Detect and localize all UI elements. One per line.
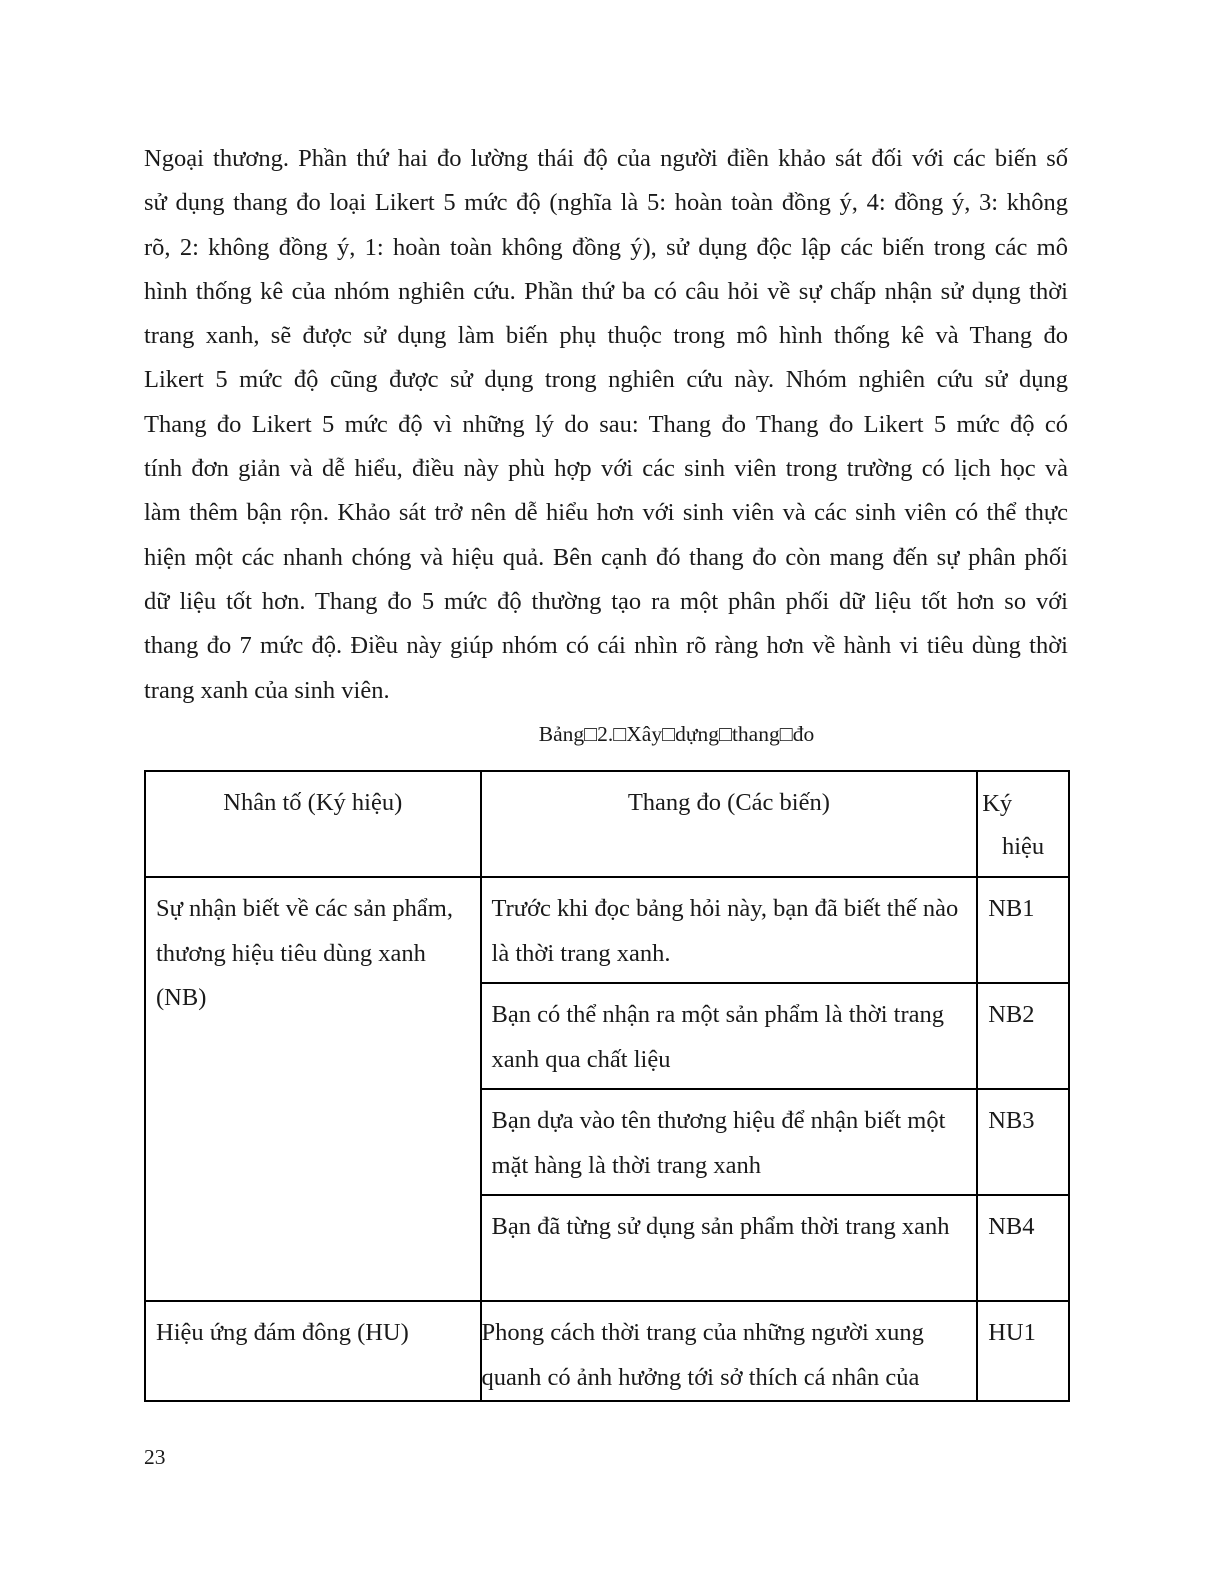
scale-item-text: Trước khi đọc bảng hỏi này, bạn đã biết thế nào là thời trang xanh.	[491, 895, 959, 967]
table-row	[145, 1301, 1069, 1401]
paragraph-line: trang xanh, sẽ được sử dụng làm biến phụ thuộc trong mô hình thống kê và Thang đo	[144, 322, 1068, 350]
paragraph-line: Thang đo Likert 5 mức độ vì những lý do sau: Thang đo Thang đo Likert 5 mức độ có	[144, 410, 1068, 438]
factor-cell	[145, 877, 481, 1301]
scale-cell	[481, 1195, 978, 1301]
scale-item-text: Bạn có thể nhận ra một sản phẩm là thời trang xanh qua chất liệu	[491, 1001, 945, 1073]
scale-cell	[481, 877, 978, 983]
code-cell	[977, 1089, 1069, 1195]
header-scale: Thang đo (Các biến)	[627, 789, 830, 816]
body-paragraph	[144, 137, 1068, 713]
paragraph-line: hiện một các nhanh chóng và hiệu quả. Bên cạnh đó thang đo còn mang đến sự phân phối	[144, 543, 1068, 571]
header-cell	[145, 771, 481, 877]
paragraph-line: Ngoại thương. Phần thứ hai đo lường thái độ của người điền khảo sát đối với các biến số	[144, 145, 1068, 172]
scale-item-code: NB2	[988, 1001, 1035, 1028]
header-code-line2: hiệu	[1002, 833, 1045, 860]
paragraph-line: thang đo 7 mức độ. Điều này giúp nhóm có cái nhìn rõ ràng hơn về hành vi tiêu dùng thời	[144, 632, 1068, 660]
code-cell	[977, 1195, 1069, 1301]
measurement-scale-table	[144, 770, 1070, 1402]
scale-item-code: NB1	[988, 895, 1035, 922]
scale-cell	[481, 1089, 978, 1195]
scale-cell	[481, 1301, 978, 1401]
scale-cell	[481, 983, 978, 1089]
scale-item-text: Bạn dựa vào tên thương hiệu để nhận biết một mặt hàng là thời trang xanh	[491, 1107, 946, 1179]
header-code-line1: Ký	[982, 790, 1013, 817]
paragraph-line: sử dụng thang đo loại Likert 5 mức độ (nghĩa là 5: hoàn toàn đồng ý, 4: đồng ý, 3: không	[144, 189, 1068, 217]
paragraph-line: làm thêm bận rộn. Khảo sát trở nên dễ hiểu hơn với sinh viên và các sinh viên có thể thực	[144, 499, 1068, 527]
paragraph-line: tính đơn giản và dễ hiểu, điều này phù hợp với các sinh viên trong trường có lịch học và	[144, 455, 1068, 483]
header-cell	[481, 771, 978, 877]
paragraph-line: Likert 5 mức độ cũng được sử dụng trong nghiên cứu này. Nhóm nghiên cứu sử dụng	[144, 366, 1068, 394]
code-cell	[977, 877, 1069, 983]
header-cell	[977, 771, 1069, 877]
table-header-row	[145, 771, 1069, 877]
scale-item-code: HU1	[988, 1319, 1036, 1346]
factor-cell	[145, 1301, 481, 1401]
paragraph-line: hình thống kê của nhóm nghiên cứu. Phần thứ ba có câu hỏi về sự chấp nhận sử dụng thời	[144, 277, 1068, 305]
header-factor: Nhân tố (Ký hiệu)	[223, 789, 403, 816]
scale-item-code: NB4	[988, 1213, 1035, 1240]
scale-item-code: NB3	[988, 1107, 1035, 1134]
code-cell	[977, 1301, 1069, 1401]
paragraph-line: rõ, 2: không đồng ý, 1: hoàn toàn không đồng ý), sử dụng độc lập các biến trong các mô	[144, 233, 1068, 261]
factor-text: Sự nhận biết về các sản phẩm, thương hiệu tiêu dùng xanh (NB)	[156, 895, 453, 1011]
code-cell	[977, 983, 1069, 1089]
table-row	[145, 877, 1069, 983]
scale-item-text: Phong cách thời trang của những người xung quanh có ảnh hưởng tới sở thích cá nhân của	[481, 1319, 924, 1391]
page-number: 23	[144, 1445, 166, 1469]
paragraph-line: trang xanh của sinh viên.	[144, 676, 390, 704]
table-caption: Bảng□2.□Xây□dựng□thang□đo	[538, 722, 815, 746]
scale-item-text: Bạn đã từng sử dụng sản phẩm thời trang xanh	[491, 1213, 950, 1240]
paragraph-line: dữ liệu tốt hơn. Thang đo 5 mức độ thường tạo ra một phân phối dữ liệu tốt hơn so với	[144, 587, 1068, 615]
factor-text: Hiệu ứng đám đông (HU)	[156, 1319, 409, 1346]
